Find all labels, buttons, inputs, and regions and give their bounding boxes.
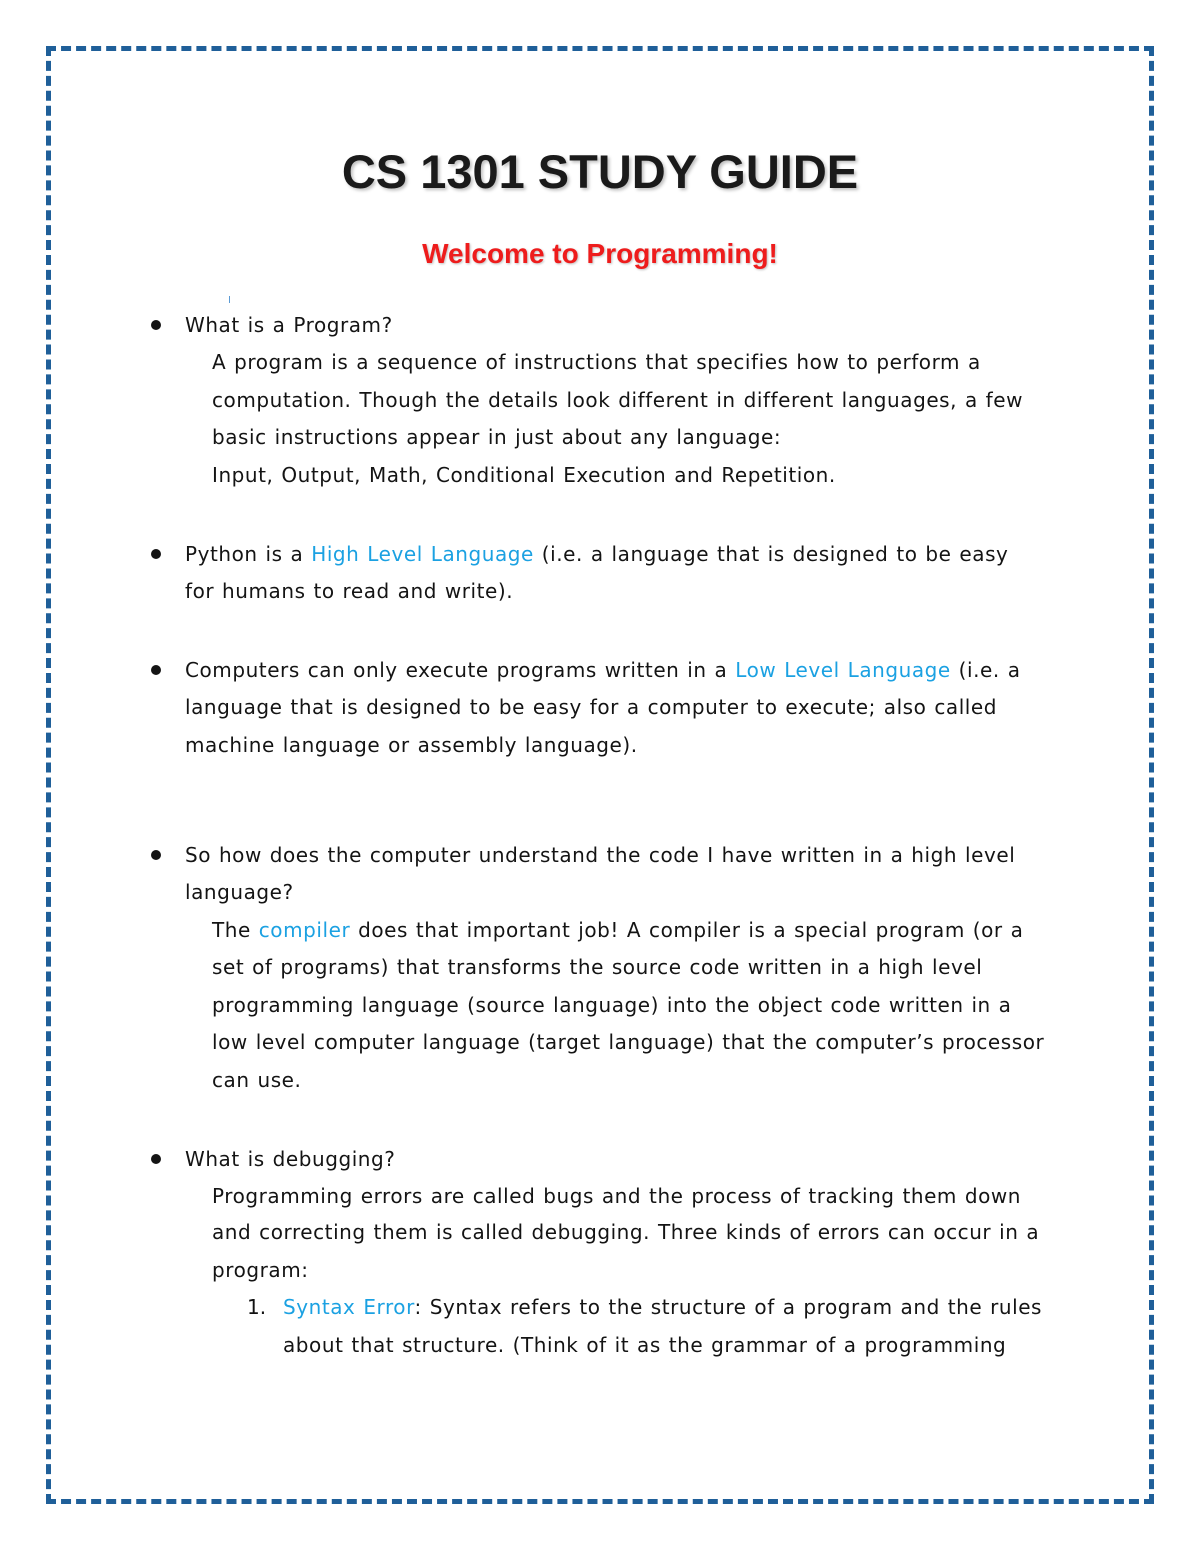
statement-line: for humans to read and write).	[185, 579, 514, 603]
text-segment: The	[212, 918, 259, 942]
answer-line: programming language (source language) into the object code written in a	[212, 993, 1012, 1017]
list-number: 1.	[247, 1295, 267, 1319]
bullet-icon	[151, 850, 161, 860]
statement-line: machine language or assembly language).	[185, 733, 638, 757]
question-compiler: So how does the computer understand the code I have written in a high level	[185, 843, 1016, 867]
text-segment: Computers can only execute programs written in a	[185, 658, 736, 682]
question-line: language?	[185, 880, 294, 904]
answer-line: and correcting them is called debugging. Three kinds of errors can occur in a	[212, 1220, 1040, 1244]
text-segment: (i.e. a language that is designed to be easy	[533, 542, 1009, 566]
text-segment: : Syntax refers to the structure of a program and the rules	[414, 1295, 1043, 1319]
bullet-icon	[151, 1154, 161, 1164]
answer-line: Programming errors are called bugs and the process of tracking them down	[212, 1184, 1022, 1208]
question-what-is-program: What is a Program?	[185, 313, 393, 337]
answer-line: program:	[212, 1258, 309, 1282]
term-compiler: compiler	[258, 918, 351, 942]
answer-line: can use.	[212, 1068, 302, 1092]
text-segment: Python is a	[185, 542, 312, 566]
text-segment: does that important job! A compiler is a special program (or a	[350, 918, 1024, 942]
page-title: CS 1301 STUDY GUIDE	[341, 145, 859, 198]
answer-line: Input, Output, Math, Conditional Execution and Repetition.	[212, 463, 836, 487]
term-syntax-error: Syntax Error	[283, 1295, 415, 1319]
list-item-line: about that structure. (Think of it as the grammar of a programming	[283, 1333, 1007, 1357]
question-debugging: What is debugging?	[185, 1147, 396, 1171]
term-low-level-language: Low Level Language	[735, 658, 951, 682]
python-statement	[185, 540, 1008, 568]
syntax-error-item	[283, 1293, 1042, 1321]
text-segment: (i.e. a	[950, 658, 1021, 682]
answer-line: A program is a sequence of instructions that specifies how to perform a	[212, 350, 981, 374]
answer-line: basic instructions appear in just about any language:	[212, 425, 782, 449]
bullet-icon	[151, 549, 161, 559]
bullet-icon	[151, 665, 161, 675]
answer-line: low level computer language (target language) that the computer’s processor	[212, 1030, 1045, 1054]
bullet-icon	[151, 320, 161, 330]
statement-line: language that is designed to be easy for a computer to execute; also called	[185, 695, 998, 719]
computers-statement	[185, 656, 1021, 684]
answer-line: set of programs) that transforms the source code written in a high level	[212, 955, 983, 979]
term-high-level-language: High Level Language	[311, 542, 534, 566]
cursor-mark	[229, 296, 230, 303]
page-subtitle: Welcome to Programming!	[422, 238, 778, 269]
answer-compiler	[212, 916, 1023, 944]
answer-line: computation. Though the details look different in different languages, a few	[212, 388, 1024, 412]
